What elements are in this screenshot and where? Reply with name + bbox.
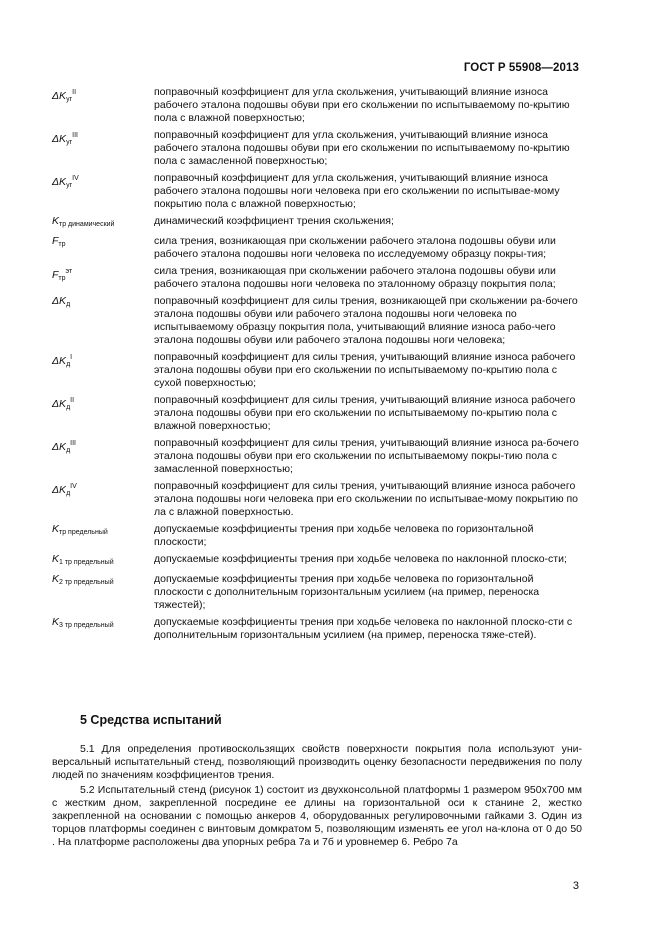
definition-symbol <box>52 295 154 347</box>
definition-row <box>52 86 582 125</box>
symbol-main: ΔK <box>52 133 67 145</box>
symbol-subscript: д <box>66 490 71 497</box>
symbol-subscript: уг <box>66 139 73 146</box>
symbol-main: K <box>52 616 60 628</box>
symbol-main: K <box>52 523 60 535</box>
definition-symbol <box>52 129 154 168</box>
symbol-subscript: тр предельный <box>59 529 108 536</box>
definition-text: поправочный коэффициент для угла скольжения, учитывающий влияние износа рабочего эталона подошвы обуви при его скольжении по испытываемому по-крытию пола с замасленной поверхностью; <box>154 129 570 167</box>
definition-text: допускаемые коэффициенты трения при ходьбе человека по горизонтальной плоскости с дополнительным горизонтальным усилием (на пример, переноска тяжестей); <box>154 573 540 611</box>
symbol-superscript: II <box>70 397 75 404</box>
symbol-subscript: тр <box>58 241 66 248</box>
definition-text: поправочный коэффициент для силы трения, учитывающий влияние износа рабочего эталона подошвы ноги человека при его скольжении по испытывае-мому покрытию по ла с влажной поверхностью. <box>154 480 579 518</box>
definition-row <box>52 265 582 291</box>
definition-row <box>52 129 582 168</box>
symbol-main: F <box>52 235 59 247</box>
definition-text: поправочный коэффициент для силы трения, учитывающий влияние износа рабочего эталона подошвы обуви при его скольжении по испытываемому по-крытию пола с сухой поверхностью; <box>154 351 576 389</box>
symbol-main: ΔK <box>52 484 67 496</box>
definition-row <box>52 523 582 549</box>
symbol-subscript: 2 тр предельный <box>59 579 114 586</box>
definition-row <box>52 172 582 211</box>
symbol-subscript: 1 тр предельный <box>59 559 114 566</box>
paragraph-5-2: 5.2 Испытательный стенд (рисунок 1) состоит из двухконсольной платформы 1 размером 950х700 мм с жестким дном, закрепленной посредине ее длины на горизонтальной оси к станине 2, жестко закрепленной на основании с помощью анкеров 4, оборудованных регулировочными гайками 3. Один из торцов платформы соединен с винтовым домкратом 5, позволяющим изменять ее угол на-клона от 0 до 50 . На платформе расположены два упорных ребра 7а и 7б и уровнемер 6. Ребро 7а <box>52 784 582 848</box>
definition-text: сила трения, возникающая при скольжении рабочего эталона подошвы обуви или рабочего эталона подошвы ноги человека по эталонному образцу покрытия пола; <box>154 265 556 290</box>
symbol-main: ΔK <box>52 295 67 307</box>
symbol-main: ΔK <box>52 441 67 453</box>
symbol-subscript: тр динамический <box>59 221 115 228</box>
definition-row <box>52 394 582 433</box>
definition-symbol <box>52 480 154 519</box>
symbol-subscript: д <box>66 361 71 368</box>
symbol-superscript: IV <box>70 483 77 490</box>
definition-text: поправочный коэффициент для силы трения, учитывающий влияние износа рабочего эталона подошвы обуви при его скольжении по испытываемому по-крытию пола с влажной поверхностью; <box>154 394 576 432</box>
symbol-subscript: уг <box>66 96 73 103</box>
definition-symbol <box>52 265 154 291</box>
definition-text: поправочный коэффициент для силы трения, учитывающий влияние износа ра-бочего эталона подошвы обуви при его скольжении по испытываемому покры-тию пола с замасленной поверхностью; <box>154 437 579 475</box>
definition-symbol <box>52 86 154 125</box>
paragraph-5-1: 5.1 Для определения противоскользящих свойств поверхности покрытия пола используют уни-версальный испытательный стенд, позволяющий производить оценку безопасности передвижения по полу людей по значениям коэффициентов трения. <box>52 743 582 781</box>
symbol-main: K <box>52 553 60 565</box>
definition-symbol <box>52 394 154 433</box>
definition-text: сила трения, возникающая при скольжении рабочего эталона подошвы обуви или рабочего эталона подошвы ноги человека по исследуемому образцу покры-тия; <box>154 235 556 260</box>
symbol-superscript: IV <box>72 175 79 182</box>
symbol-subscript: д <box>66 447 71 454</box>
definitions-list <box>52 86 582 646</box>
definition-text: допускаемые коэффициенты трения при ходьбе человека по наклонной плоско-сти с дополнительным горизонтальным усилием (на пример, переноска тяже-стей). <box>154 616 573 641</box>
definition-row <box>52 235 582 261</box>
symbol-main: ΔK <box>52 176 67 188</box>
symbol-superscript: III <box>70 440 76 447</box>
page-number: 3 <box>572 880 579 892</box>
definition-symbol <box>52 616 154 642</box>
definition-symbol <box>52 573 154 612</box>
symbol-subscript: 3 тр предельный <box>59 622 114 629</box>
definition-text: динамический коэффициент трения скольжения; <box>154 215 394 227</box>
symbol-subscript: уг <box>66 182 73 189</box>
symbol-subscript: тр <box>58 275 66 282</box>
body-text <box>52 743 582 851</box>
symbol-superscript: I <box>70 354 73 361</box>
definition-symbol <box>52 351 154 390</box>
definition-symbol <box>52 235 154 261</box>
definition-symbol <box>52 215 154 231</box>
symbol-main: ΔK <box>52 398 67 410</box>
definition-text: поправочный коэффициент для угла скольжения, учитывающий влияние износа рабочего эталона подошвы обуви при его скольжении по испытываемому по-крытию пола с влажной поверхностью; <box>154 86 570 124</box>
section-title: 5 Средства испытаний <box>80 713 222 727</box>
symbol-superscript: III <box>72 132 78 139</box>
definition-row <box>52 351 582 390</box>
definition-row <box>52 573 582 612</box>
definition-text: поправочный коэффициент для угла скольжения, учитывающий влияние износа рабочего эталона подошвы ноги человека при его скольжении по испытывае-мому покрытию пола с влажной поверхностью; <box>154 172 560 210</box>
symbol-main: K <box>52 215 60 227</box>
definition-text: допускаемые коэффициенты трения при ходьбе человека по наклонной плоско-сти; <box>154 553 567 565</box>
document-header: ГОСТ Р 55908—2013 <box>463 62 579 74</box>
definition-text: допускаемые коэффициенты трения при ходьбе человека по горизонтальной плоскости; <box>154 523 534 548</box>
symbol-main: ΔK <box>52 90 67 102</box>
symbol-main: K <box>52 573 60 585</box>
symbol-superscript: эт <box>65 268 73 275</box>
definition-symbol <box>52 553 154 569</box>
symbol-main: F <box>52 269 59 281</box>
definition-text: поправочный коэффициент для силы трения, возникающей при скольжении ра-бочего эталона подошвы обуви или рабочего эталона подошвы ноги человека по испытываемому образцу покрытия пола, учитывающий влияние износа рабо-чего эталона подошвы обуви или рабочего эталона подошвы ноги человека; <box>154 295 578 346</box>
definition-row <box>52 480 582 519</box>
definition-symbol <box>52 172 154 211</box>
definition-row <box>52 553 582 569</box>
definition-row <box>52 295 582 347</box>
definition-symbol <box>52 523 154 549</box>
symbol-subscript: д <box>66 404 71 411</box>
definition-row <box>52 616 582 642</box>
symbol-subscript: д <box>66 301 71 308</box>
definition-row <box>52 215 582 231</box>
symbol-main: ΔK <box>52 355 67 367</box>
definition-symbol <box>52 437 154 476</box>
definition-row <box>52 437 582 476</box>
symbol-superscript: II <box>72 89 77 96</box>
